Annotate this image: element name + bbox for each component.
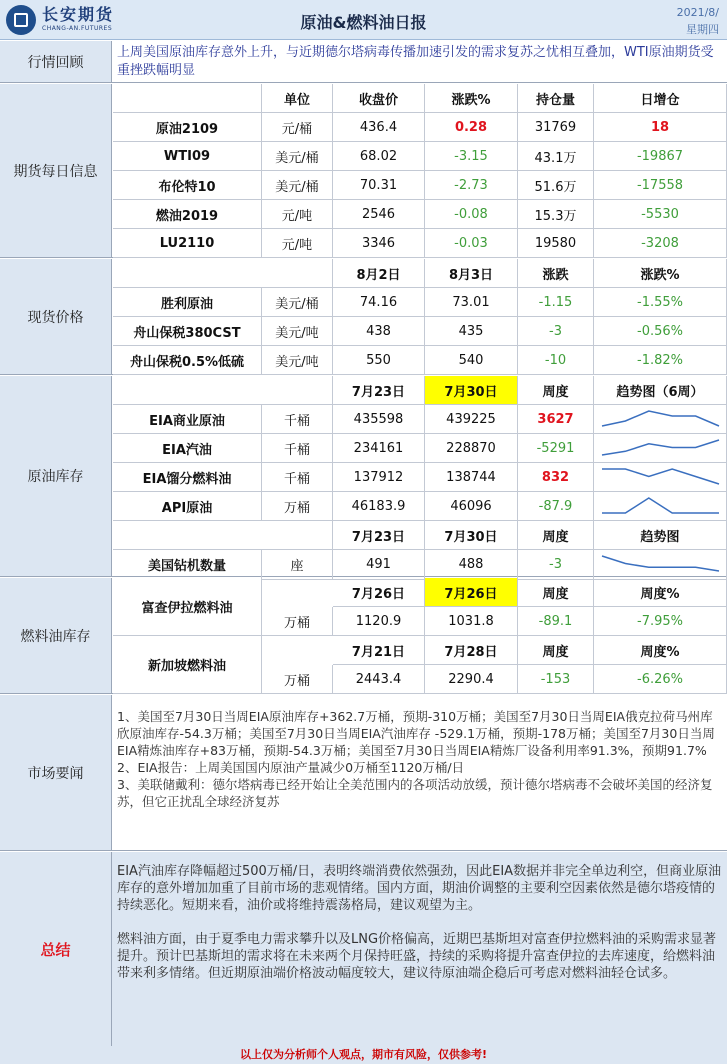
column-header: 周度 (518, 521, 594, 550)
inventory-name: EIA汽油 (113, 434, 262, 463)
spot-label: 现货价格 (0, 259, 112, 374)
spot-name: 胜利原油 (113, 288, 262, 317)
spot-change-pct: -0.56% (594, 317, 727, 346)
column-header: 收盘价 (333, 84, 425, 113)
column-header: 单位 (262, 84, 333, 113)
market-news-text (113, 705, 727, 813)
column-header: 趋势图（6周） (594, 376, 727, 405)
column-header: 周度% (594, 578, 727, 607)
spot-change: -3 (518, 317, 594, 346)
header-blank (113, 84, 262, 113)
column-header: 涨跌 (518, 259, 594, 288)
weekly-change: -87.9 (518, 492, 594, 521)
unit-cell: 万桶 (262, 665, 333, 694)
column-header: 8月3日 (425, 259, 518, 288)
column-header: 周度 (518, 636, 594, 665)
inventory-name: API原油 (113, 492, 262, 521)
disclaimer-footer: 以上仅为分析师个人观点，期市有风险，仅供参考! (0, 1046, 727, 1064)
contract-name: 布伦特10 (113, 171, 262, 200)
sparkline-svg (594, 405, 726, 434)
unit-cell: 千桶 (262, 463, 333, 492)
futures-label: 期货每日信息 (0, 84, 112, 257)
column-header: 周度% (594, 636, 727, 665)
trend-sparkline (594, 463, 727, 492)
trend-sparkline (594, 405, 727, 434)
column-header: 周度 (518, 376, 594, 405)
value-week1: 137912 (333, 463, 425, 492)
market-news-label: 市场要闻 (0, 695, 112, 850)
value-week2: 138744 (425, 463, 518, 492)
open-interest: 31769 (518, 113, 594, 142)
unit-cell: 万桶 (262, 492, 333, 521)
unit-cell: 美元/桶 (262, 171, 333, 200)
change-pct: -0.08 (425, 200, 518, 229)
header-blank (113, 376, 333, 405)
trend-sparkline (594, 550, 727, 580)
market-news-section (0, 695, 727, 851)
futures-section (0, 84, 727, 258)
column-header: 7月28日 (425, 636, 518, 665)
value-week2: 228870 (425, 434, 518, 463)
value-week1: 435598 (333, 405, 425, 434)
report-title: 原油&燃料油日报 (300, 13, 427, 32)
spot-section (0, 259, 727, 375)
spot-change-pct: -1.55% (594, 288, 727, 317)
weekly-change-pct: -6.26% (594, 665, 727, 694)
column-header: 持仓量 (518, 84, 594, 113)
trend-sparkline (594, 492, 727, 521)
weekly-change: -153 (518, 665, 594, 694)
value-period1: 1120.9 (333, 607, 425, 636)
weekly-change: 3627 (518, 405, 594, 434)
report-header (0, 0, 727, 40)
crude-inventory-section (0, 376, 727, 577)
trend-sparkline (594, 434, 727, 463)
price-day1: 74.16 (333, 288, 425, 317)
unit-cell: 万桶 (262, 607, 333, 636)
unit-cell: 千桶 (262, 434, 333, 463)
column-header: 日增仓 (594, 84, 727, 113)
unit-cell: 美元/桶 (262, 142, 333, 171)
sparkline-svg (594, 463, 726, 492)
close-price: 3346 (333, 229, 425, 258)
open-interest: 43.1万 (518, 142, 594, 171)
summary-section (0, 852, 727, 1046)
summary-label: 总结 (0, 852, 112, 1046)
daily-oi-change: -19867 (594, 142, 727, 171)
crude-inventory-label: 原油库存 (0, 376, 112, 576)
sparkline-line (602, 469, 719, 484)
column-header: 涨跌% (594, 259, 727, 288)
fuel-inventory-section (0, 578, 727, 694)
header-blank (113, 521, 333, 550)
column-header: 7月21日 (333, 636, 425, 665)
summary-paragraph: EIA汽油库存降幅超过500万桶/日，表明终端消费依然强劲，因此EIA数据并非完全单边利空，但商业原油库存的意外增加加重了目前市场的悲观情绪。国内方面，期油价调整的主要利空因素依然是德尔塔疫情的持续恶化。短期来看，油价或将维持震荡格局，建议观望为主。 (117, 864, 722, 913)
weekly-change: 832 (518, 463, 594, 492)
change-pct: -2.73 (425, 171, 518, 200)
open-interest: 51.6万 (518, 171, 594, 200)
weekly-change: -89.1 (518, 607, 594, 636)
header-blank (113, 259, 333, 288)
unit-cell: 座 (262, 550, 333, 580)
value-period2: 1031.8 (425, 607, 518, 636)
news-item: 2、EIA报告：上周美国国内原油产量减少0万桶至1120万桶/日 (117, 760, 465, 775)
daily-oi-change: 18 (594, 113, 727, 142)
unit-cell: 美元/桶 (262, 288, 333, 317)
column-header: 周度 (518, 578, 594, 607)
sparkline-svg (594, 550, 726, 579)
spot-change: -1.15 (518, 288, 594, 317)
price-day1: 550 (333, 346, 425, 375)
column-header: 涨跌% (425, 84, 518, 113)
change-pct: 0.28 (425, 113, 518, 142)
spot-change: -10 (518, 346, 594, 375)
fuel-name: 富查伊拉燃料油 (113, 578, 262, 636)
weekly-change: -3 (518, 550, 594, 580)
close-price: 436.4 (333, 113, 425, 142)
column-header: 7月26日 (333, 578, 425, 607)
value-period1: 2443.4 (333, 665, 425, 694)
column-header: 趋势图 (594, 521, 727, 550)
column-header: 7月23日 (333, 376, 425, 405)
report-date (677, 4, 719, 38)
weekly-change: -5291 (518, 434, 594, 463)
unit-cell: 元/吨 (262, 200, 333, 229)
sparkline-line (602, 411, 719, 426)
sparkline-line (602, 556, 719, 571)
inventory-name: EIA商业原油 (113, 405, 262, 434)
value-week2: 46096 (425, 492, 518, 521)
price-day1: 438 (333, 317, 425, 346)
open-interest: 19580 (518, 229, 594, 258)
value-week1: 491 (333, 550, 425, 580)
price-day2: 540 (425, 346, 518, 375)
open-interest: 15.3万 (518, 200, 594, 229)
contract-name: 燃油2019 (113, 200, 262, 229)
value-week2: 439225 (425, 405, 518, 434)
logo-english: CHANG-AN.FUTURES (42, 25, 113, 32)
daily-oi-change: -5530 (594, 200, 727, 229)
contract-name: WTI09 (113, 142, 262, 171)
contract-name: LU2110 (113, 229, 262, 258)
fuel-name: 新加坡燃料油 (113, 636, 262, 694)
summary-text (113, 860, 727, 985)
value-week2: 488 (425, 550, 518, 580)
daily-oi-change: -3208 (594, 229, 727, 258)
value-week1: 46183.9 (333, 492, 425, 521)
news-item: 1、美国至7月30日当周EIA原油库存+362.7万桶，预期-310万桶；美国至7月30日当周EIA俄克拉荷马州库欣原油库存-54.3万桶；美国至7月30日当周EIA汽油库存 -529.1万桶，预期-178万桶；美国至7月30日当周EIA精炼油库存+83万桶，预期-54.3万桶；美国至7月30日当周EIA精炼厂设备利用率91.3%，预期91.7% (117, 709, 715, 758)
column-header: 8月2日 (333, 259, 425, 288)
unit-cell: 元/桶 (262, 113, 333, 142)
close-price: 70.31 (333, 171, 425, 200)
unit-cell: 元/吨 (262, 229, 333, 258)
column-header: 7月26日 (425, 578, 518, 607)
spot-change-pct: -1.82% (594, 346, 727, 375)
close-price: 2546 (333, 200, 425, 229)
market-review-text: 上周美国原油库存意外上升，与近期德尔塔病毒传播加速引发的需求复苏之忧相互叠加，WTI原油期货受重挫跌幅明显 (117, 45, 714, 78)
close-price: 68.02 (333, 142, 425, 171)
unit-cell: 美元/吨 (262, 317, 333, 346)
fuel-inventory-label: 燃料油库存 (0, 578, 112, 693)
rig-count-name: 美国钻机数量 (113, 550, 262, 580)
weekly-change-pct: -7.95% (594, 607, 727, 636)
summary-paragraph: 燃料油方面，由于夏季电力需求攀升以及LNG价格偏高，近期巴基斯坦对富查伊拉燃料油的采购需求显著提升。预计巴基斯坦的需求将在未来两个月保持旺盛，持续的采购将提升富查伊拉的去库速度，给燃料油带来利多情绪。但近期原油端价格波动幅度较大，建议待原油端企稳后可考虑对燃料油轻仓试多。 (117, 932, 717, 981)
value-period2: 2290.4 (425, 665, 518, 694)
column-header: 7月30日 (425, 376, 518, 405)
spot-name: 舟山保税0.5%低硫 (113, 346, 262, 375)
price-day2: 73.01 (425, 288, 518, 317)
unit-cell: 千桶 (262, 405, 333, 434)
change-pct: -0.03 (425, 229, 518, 258)
spot-name: 舟山保税380CST (113, 317, 262, 346)
sparkline-line (602, 498, 719, 513)
market-review-label: 行情回顾 (0, 41, 112, 82)
sparkline-line (602, 440, 719, 455)
column-header: 7月30日 (425, 521, 518, 550)
sparkline-svg (594, 492, 726, 521)
value-week1: 234161 (333, 434, 425, 463)
sparkline-svg (594, 434, 726, 463)
price-day2: 435 (425, 317, 518, 346)
logo-name: 长安期货 (42, 5, 115, 24)
contract-name: 原油2109 (113, 113, 262, 142)
inventory-name: EIA馏分燃料油 (113, 463, 262, 492)
market-review-section (0, 41, 727, 83)
news-item: 3、美联储戴利：德尔塔病毒已经开始让全美范围内的各项活动放缓，预计德尔塔病毒不会破坏美国的经济复苏，但它正扰乱全球经济复苏 (117, 777, 713, 809)
date-text: 2021/8/ (676, 6, 719, 19)
daily-oi-change: -17558 (594, 171, 727, 200)
change-pct: -3.15 (425, 142, 518, 171)
weekday-text: 星期四 (686, 23, 719, 36)
column-header: 7月23日 (333, 521, 425, 550)
unit-cell: 美元/吨 (262, 346, 333, 375)
